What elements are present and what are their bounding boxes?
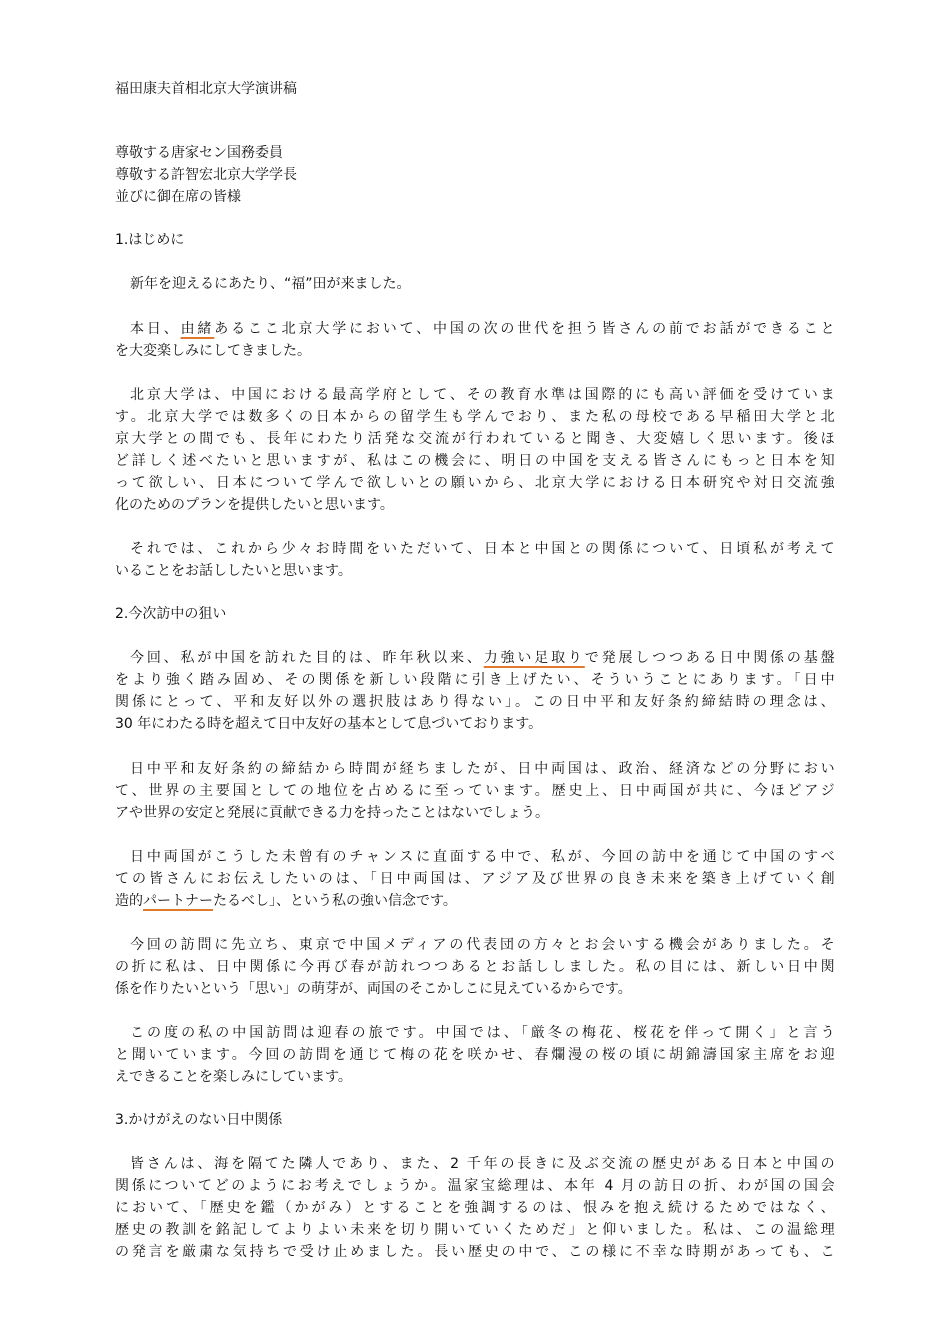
section-heading-1: 1.はじめに (115, 232, 185, 248)
paragraph-line: この度の私の中国訪問は迎春の旅です。中国では、「厳冬の梅花、桜花を伴って開く」と言う (130, 1025, 835, 1041)
paragraph-line: ど詳しく述べたいと思いますが、私はこの機会に、明日の中国を支える皆さんにもっと日本を知 (115, 453, 835, 469)
paragraph-line (130, 647, 835, 669)
paragraph-line: の発言を厳粛な気持ちで受け止めました。長い歴史の中で、この様に不幸な時期があっても、こ (115, 1244, 835, 1260)
paragraph-line: えできることを楽しみにしています。 (115, 1069, 352, 1085)
paragraph-line: をより強く踏み固め、その関係を新しい段階に引き上げたい、そういうことにあります。「日中 (115, 672, 835, 688)
text-span: 本日、 (130, 321, 181, 337)
text-span: で発展しつつある日中関係の基盤 (584, 650, 835, 666)
paragraph-line: 皆さんは、海を隔てた隣人であり、また、2 千年の長きに及ぶ交流の歴史がある日本と中国の (130, 1156, 835, 1172)
document-title: 福田康夫首相北京大学演讲稿 (115, 81, 297, 97)
section-heading-2: 2.今次訪中の狙い (115, 606, 227, 622)
paragraph-line (115, 890, 457, 912)
paragraph-line: 日中両国がこうした未曾有のチャンスに直面する中で、私が、今回の訪中を通じて中国のすべ (130, 849, 835, 865)
paragraph-line: と聞いています。今回の訪問を通じて梅の花を咲かせ、春爛漫の桜の頃に胡錦濤国家主席をお迎 (115, 1047, 835, 1063)
paragraph-line: て、世界の主要国としての地位を占めるに至っています。歴史上、日中両国が共に、今ほどアジ (115, 783, 835, 799)
paragraph-line: 北京大学は、中国における最高学府として、その教育水準は国際的にも高い評価を受けていま (130, 387, 835, 403)
text-span: あるここ北京大学において、中国の次の世代を担う皆さんの前でお話ができること (214, 321, 835, 337)
paragraph-line: 新年を迎えるにあたり、“福”田が来ました。 (130, 276, 411, 292)
paragraph-line: 関係についてどのようにお考えでしょうか。温家宝総理は、本年 4 月の訪日の折、わが国の国会 (115, 1178, 835, 1194)
paragraph-line: アや世界の安定と発展に貢献できる力を持ったことはないでしょう。 (115, 805, 549, 821)
paragraph-line: って欲しい、日本について学んで欲しいとの願いから、北京大学における日本研究や対日交流強 (115, 475, 835, 491)
text-span: たるべし」、という私の強い信念です。 (213, 893, 457, 909)
salutation-line: 尊敬する許智宏北京大学学長 (115, 167, 297, 183)
underlined-term: パートナー (143, 893, 213, 909)
paragraph-line: 今回の訪問に先立ち、東京で中国メディアの代表団の方々とお会いする機会がありました。そ (130, 937, 835, 953)
salutation-line: 尊敬する唐家セン国務委員 (115, 145, 283, 161)
paragraph-line: 京大学との間でも、長年にわたり活発な交流が行われていると聞き、大変嬉しく思います。後ほ (115, 431, 835, 447)
paragraph-line: を大変楽しみにしてきました。 (115, 343, 311, 359)
paragraph-line: 歴史の教訓を銘記してよりよい未来を切り開いていくためだ」と仰いました。私は、この温総理 (115, 1222, 835, 1238)
paragraph-line: の折に私は、日中関係に今再び春が訪れつつあるとお話ししました。私の目には、新しい日中関 (115, 959, 835, 975)
text-span: 造的 (115, 893, 143, 909)
paragraph-line: ての皆さんにお伝えしたいのは、「日中両国は、アジア及び世界の良き未来を築き上げていく創 (115, 871, 835, 887)
paragraph-line: 係を作りたいという「思い」の萌芽が、両国のそこかしこに見えているからです。 (115, 981, 632, 997)
underlined-term: 力強い足取り (483, 650, 585, 666)
paragraph-line: 関係にとって、平和友好以外の選択肢はあり得ない」。この日中平和友好条約締結時の理念は、 (115, 694, 835, 710)
paragraph-line: それでは、これから少々お時間をいただいて、日本と中国との関係について、日頃私が考えて (130, 541, 835, 557)
text-span: 今回、私が中国を訪れた目的は、昨年秋以来、 (130, 650, 484, 666)
underlined-term: 由緒 (180, 321, 215, 337)
paragraph-line: 化のためのプランを提供したいと思います。 (115, 497, 394, 513)
paragraph-line: す。北京大学では数多くの日本からの留学生も学んでおり、また私の母校である早稲田大学と北 (115, 409, 835, 425)
paragraph-line: いることをお話ししたいと思います。 (115, 563, 352, 579)
salutation-line: 並びに御在席の皆様 (115, 189, 241, 205)
paragraph-line: 日中平和友好条約の締結から時間が経ちましたが、日中両国は、政治、経済などの分野におい (130, 761, 835, 777)
paragraph-line (130, 318, 835, 340)
section-heading-3: 3.かけがえのない日中関係 (115, 1112, 283, 1128)
paragraph-line: において、「歴史を鑑（かがみ）とすることを強調するのは、恨みを抱え続けるためではなく、 (115, 1200, 835, 1216)
paragraph-line: 30 年にわたる時を超えて日中友好の基本として息づいております。 (115, 716, 543, 732)
